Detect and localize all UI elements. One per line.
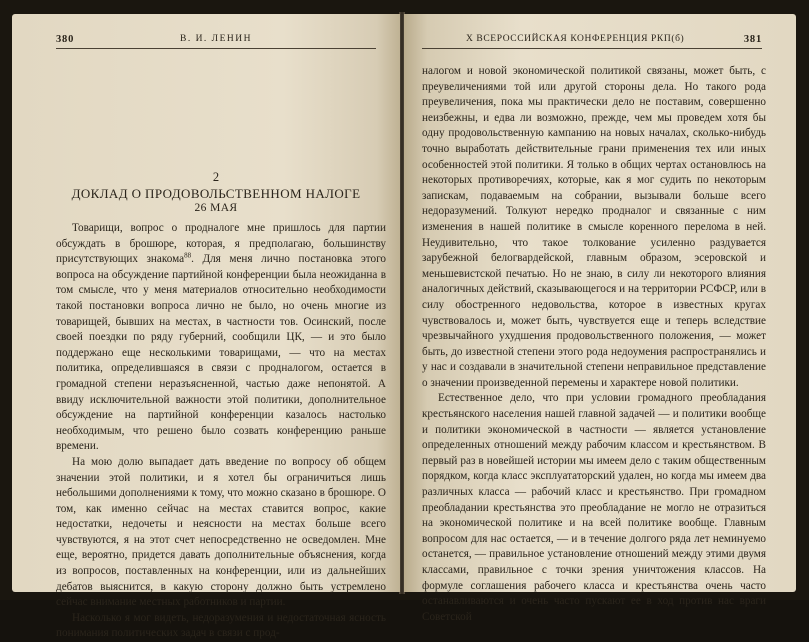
- paragraph: На мою долю выпадает дать введение по вопросу об общем значении этой политики, и я хотел бы ограничиться лишь небольшими дополнениями к тому, что можно сказано в брошюре. О том, как именно сейчас на местах ставится вопрос, какие недостатки, недочеты и неясности на местах больше всего чувствуются, я на этот счет непосредственно не осведомлен. Мне еще, вероятно, придется давать дополнительные объяснения, когда из вопросов, поставленных на конференции, или из дальнейших дебатов выяснится, в какую сторону должно быть устремлено сейчас внимание местных работников и партии.: [56, 455, 386, 609]
- paragraph: [56, 221, 386, 455]
- left-body-text: [56, 221, 386, 642]
- section-number: 2: [212, 170, 220, 184]
- paragraph: Естественное дело, что при условии громадного преобладания крестьянского населения нашей главной задачей — и политики вообще и политики экономической в частности — является установление определенных отношений между рабочим классом и крестьянством. В первый раз в новейшей истории мы имеем дело с таким общественным порядком, когда класс эксплуататорский удален, но когда мы имеем два различных класса — рабочий класс и крестьянство. При громадном преобладании крестьянства это преобладание не могло не отразиться на экономической политике и на всей политике вообще. Главным вопросом для нас остается, — и в течение долгого ряда лет неминуемо останется, — правильное установление отношений между этими двумя классами, правильное с точки зрения уничтожения классов. На формуле соглашения рабочего класса и крестьянства очень часто останавливаются и очень часто пускают ее в ход против нас враги Советской: [422, 392, 766, 623]
- section-date: 26 МАЯ: [194, 202, 238, 214]
- page-number-left: 380: [56, 34, 75, 45]
- paragraph: Насколько я мог видеть, недоразумения и недостаточная ясность понимания политических задач в связи с прод-: [56, 611, 386, 640]
- right-running-head: [422, 34, 762, 49]
- left-running-head: [56, 34, 376, 49]
- right-running-head-title: X ВСЕРОССИЙСКАЯ КОНФЕРЕНЦИЯ РКП(б): [466, 34, 685, 44]
- paragraph-text: . Для меня лично постановка этого вопроса на обсуждение партийной конференции была неожиданна в том смысле, что у меня материалов относительно необходимости такой постановки вопроса лично не было, но очень многие из товарищей, бывших на местах, в частности тов. Осинский, после своей поездки по ряду губерний, сообщили ЦК, — и это было поддержано еще несколькими товарищами, — что на местах политика, определившаяся в связи с продналогом, остается в громадной степени неразъясненной, частью даже непонятой. А ввиду исключительной важности этой политики, дополнительное обсуждение на партийной конференции казалось настолько необходимым, что решено было созвать конференцию раньше времени.: [56, 253, 386, 453]
- paragraph: налогом и новой экономической политикой связаны, может быть, с преувеличениями той или другой стороны дела. Но такого рода преувеличения, пока мы практически дело не поставим, совершенно неизбежны, и едва ли возможно, прежде, чем мы проведем хотя бы одну продовольственную кампанию на новых началах, сколько-нибудь точно выработать действительные грани применения тех или иных особенностей этой политики. Я только в общих чертах остановлюсь на некоторых противоречиях, которые, как я мог судить по некоторым запискам, подаваемым на собрании, вызывали больше всего недоразумений. Толкуют нередко продналог и связанные с ним изменения в нашей политике в смысле коренного перелома в ней. Неудивительно, что такое толкование усиленно раздувается зарубежной белогвардейской, главным образом, эсеровской и меньшевистской печатью. Но не знаю, в силу ли некоторого влияния аналогичных действий, сказывающегося и на территории РСФСР, или в силу обостренного недовольства, которое в известных кругах чувствовалось и, может быть, чувствуется еще и теперь вследствие чрезвычайного ухудшения продовольственного положения, — может быть, до известной степени этого рода недоумения распространялись и у нас и создавали в значительной степени неправильное представление о значении произведенной перемены и характере новой политики.: [422, 65, 766, 389]
- right-page: [404, 14, 796, 623]
- section-title: ДОКЛАД О ПРОДОВОЛЬСТВЕННОМ НАЛОГЕ: [71, 186, 361, 201]
- left-page: [12, 14, 400, 640]
- paragraph-text: Товарищи, вопрос о продналоге мне пришлось для партии обсуждать в брошюре, которая, я предполагаю, большинству присутствующих знакома: [56, 222, 386, 266]
- right-body-text: [422, 64, 766, 625]
- page-number-right: 381: [743, 34, 762, 45]
- left-running-head-title: В. И. ЛЕНИН: [179, 34, 253, 44]
- footnote-marker: 88: [184, 251, 192, 260]
